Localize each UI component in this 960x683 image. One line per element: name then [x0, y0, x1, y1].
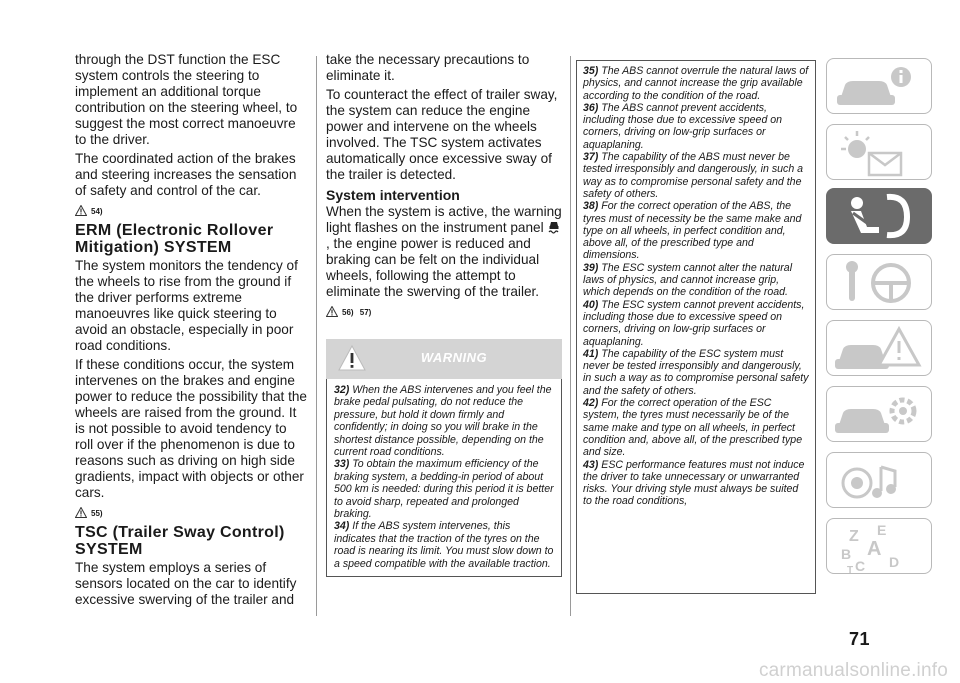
warning-title: WARNING [420, 350, 488, 365]
sub-heading: System intervention [326, 187, 460, 203]
chapter-tab-dashboard[interactable] [826, 124, 932, 180]
index-letter: D [889, 554, 900, 570]
column-divider [570, 56, 571, 616]
warning-number: 32) [334, 384, 350, 396]
warning-triangle-icon [75, 507, 87, 518]
paragraph: If these conditions occur, the system intervenes on the brakes and engine power to reduce the possibility that the wheels are raised from the ground. It is not possible to avoid tendency to roll over if the phenomenon is due to reasons such as driving on high side gradients, impact with objects or other cars. [75, 357, 307, 500]
chapter-tab-knowing-car[interactable] [826, 58, 932, 114]
warning-triangle-icon [326, 306, 338, 317]
paragraph [326, 204, 562, 300]
warning-item [583, 397, 809, 458]
watermark: carmanualsonline.info [758, 660, 948, 681]
warning-text: ESC performance features must not induce the driver to take unnecessary or unwarranted risks. Your driving style must always be suited to the road conditions, [583, 458, 805, 508]
warning-header [326, 339, 562, 379]
column-3 [576, 60, 816, 594]
reference-number: 55) [91, 509, 103, 518]
lights-message-icon [827, 125, 932, 180]
paragraph: The coordinated action of the brakes and steering increases the sensation of safety and control of the car. [75, 151, 297, 198]
chapter-tab-emergency[interactable] [826, 320, 932, 376]
warning-item [583, 348, 809, 397]
car-info-icon [827, 59, 932, 114]
section-heading-erm: ERM (Electronic Rollover Mitigation) SYSTEM [75, 222, 274, 256]
esc-warning-light-icon [547, 220, 561, 234]
warning-reference [75, 202, 307, 216]
seat-airbag-icon [827, 189, 932, 244]
paragraph: The system employs a series of sensors located on the car to identify excessive swerving of the trailer and [75, 560, 297, 607]
warning-number: 34) [334, 520, 350, 533]
warning-item [334, 458, 554, 520]
warning-item [583, 299, 809, 348]
warning-item [583, 200, 809, 261]
warning-text: The ESC system cannot prevent accidents, including those due to excessive speed on corners, driving on low-grip surfaces or aquaplaning. [583, 298, 805, 348]
index-letter: E [877, 522, 887, 538]
index-letter: Z [849, 528, 859, 545]
warning-text: The capability of the ESC system must never be tested irresponsibly and dangerously, in such a way as to compromise personal safety and the safety of others. [583, 347, 809, 397]
warning-number: 33) [334, 458, 350, 471]
index-letter: T [847, 565, 854, 575]
warning-item [583, 65, 809, 102]
car-warning-icon [827, 321, 932, 376]
paragraph-part: , the engine power is reduced and braking can be felt on the individual wheels, following the attempt to eliminate the swerving of the trailer. [326, 236, 540, 299]
warning-text: For the correct operation of the ESC system, the tyres must necessarily be of the same make and type on all wheels, in perfect condition and, above all, of the prescribed type and size. [583, 397, 803, 459]
paragraph: To counteract the effect of trailer sway, the system can reduce the engine power and intervene on the wheels involved. The TSC system activates automatically once excessive sway of the trailer is detected. [326, 87, 558, 182]
chapter-tab-starting[interactable] [826, 254, 932, 310]
column-1 [75, 52, 307, 611]
warning-number: 37) [583, 151, 599, 164]
warning-text: If the ABS system intervenes, this indicates that the traction of the tyres on the road is nearing its limit. You must slow down to a speed compatible with the available traction. [334, 520, 554, 570]
warning-text: The capability of the ABS must never be tested irresponsibly and dangerously, in such a way as to compromise personal safety and the safety of others. [583, 151, 804, 200]
warning-item [583, 459, 809, 508]
section-heading-tsc: TSC (Trailer Sway Control) SYSTEM [75, 524, 285, 558]
warning-number: 38) [583, 200, 599, 213]
warning-number: 39) [583, 261, 599, 274]
warning-text: The ABS cannot overrule the natural laws of physics, and cannot increase the grip available according to the condition of the road. [583, 65, 809, 102]
paragraph: take the necessary precautions to eliminate it. [326, 52, 530, 83]
key-steering-wheel-icon [827, 255, 932, 310]
warning-text: The ABS cannot prevent accidents, including those due to excessive speed on corners, driving on low-grip surfaces or aquaplaning. [583, 101, 783, 151]
warning-item [334, 384, 554, 458]
warning-number: 42) [583, 397, 599, 410]
warning-text: When the ABS intervenes and you feel the brake pedal pulsating, do not reduce the pressure, but hold it down firmly and confidently; in doing so you will brake in the shortest distance possible, depending on the current road conditions. [334, 384, 552, 459]
warning-number: 36) [583, 101, 599, 114]
car-multimedia-icon [827, 453, 932, 508]
paragraph: The system monitors the tendency of the wheels to rise from the ground if the driver performs extreme manoeuvres like quick steering to avoid an obstacle, especially in poor road conditions. [75, 258, 298, 353]
reference-number: 54) [91, 207, 103, 216]
warning-item [583, 102, 809, 151]
index-letter: C [855, 558, 866, 574]
warning-text: For the correct operation of the ABS, the tyres must of necessity be the same make and type on all wheels, in perfect condition and, above all, of the prescribed type and dimensions. [583, 200, 802, 262]
warning-number: 43) [583, 458, 599, 471]
chapter-tab-safety[interactable] [826, 188, 932, 244]
warning-reference [326, 303, 562, 317]
paragraph: through the DST function the ESC system controls the steering to implement an additional torque contribution on the steering wheel, to suggest the most correct manoeuvre to the driver. [75, 52, 298, 147]
warning-number: 41) [583, 347, 599, 360]
warning-number: 40) [583, 298, 599, 311]
warning-item [334, 520, 554, 570]
index-letter: B [841, 546, 852, 562]
car-service-icon [827, 387, 932, 442]
reference-number: 56) 57) [342, 308, 372, 317]
warning-item [583, 262, 809, 299]
warning-text: To obtain the maximum efficiency of the braking system, a bedding-in period of about 500 km is needed: during this period it is better to avoid sharp, repeated and prolonged braking. [334, 458, 554, 521]
chapter-tab-maintenance[interactable] [826, 386, 932, 442]
warning-text: The ESC system cannot alter the natural laws of physics, and cannot increase grip, which depends on the condition of the road. [583, 261, 793, 299]
alphabet-index-icon [827, 519, 932, 574]
paragraph-part: When the system is active, the warning light flashes on the instrument panel [326, 204, 562, 235]
index-letter: A [867, 538, 882, 560]
page-number: 71 [849, 629, 871, 649]
warning-number: 35) [583, 65, 599, 77]
column-divider [316, 56, 317, 616]
warning-item [583, 151, 809, 200]
warning-box-continued [576, 60, 816, 594]
chapter-tab-index[interactable] [826, 518, 932, 574]
column-2 [326, 52, 562, 577]
warning-triangle-icon [75, 205, 87, 216]
warning-box [326, 379, 562, 577]
warning-reference [75, 504, 307, 518]
chapter-tab-multimedia[interactable] [826, 452, 932, 508]
